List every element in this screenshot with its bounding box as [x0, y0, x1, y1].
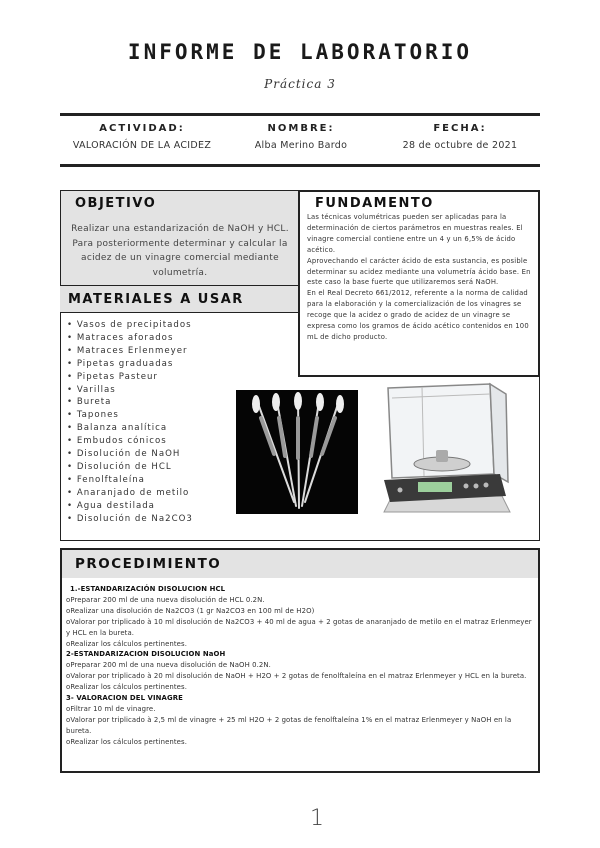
page-subtitle: Práctica 3 [264, 77, 336, 91]
list-item: • Fenolftaleína [67, 474, 193, 487]
list-item: • Agua destilada [67, 500, 193, 513]
step-line: oRealizar los cálculos pertinentes. [66, 683, 188, 692]
list-item: • Anaranjado de metilo [67, 487, 193, 500]
materiales-list [67, 319, 193, 526]
analytical-balance-icon [370, 378, 514, 520]
list-item: • Bureta [67, 396, 193, 409]
page-number: 1 [310, 806, 324, 831]
nombre-label: NOMBRE: [267, 123, 335, 134]
list-item: • Matraces Erlenmeyer [67, 345, 193, 358]
fundamento-box [298, 190, 540, 377]
list-item: • Pipetas Pasteur [67, 371, 193, 384]
step-line: oValorar por triplicado à 20 ml disolución de NaOH + H2O + 2 gotas de fenolftaleína en el matraz Erlenmeyer y HCL en la bureta. [66, 672, 527, 681]
list-item: • Embudos cónicos [67, 435, 193, 448]
fecha-value: 28 de octubre de 2021 [402, 140, 518, 151]
procedimiento-heading: PROCEDIMIENTO [75, 556, 222, 572]
procedimiento-text [66, 584, 536, 748]
step-line: oRealizar una disolución de Na2CO3 (1 gr Na2CO3 en 100 ml de H2O) [66, 606, 315, 615]
list-item: • Disolución de Na2CO3 [67, 513, 193, 526]
fundamento-paragraph-3: En el Real Decreto 661/2012, referente a la norma de calidad para la elaboración y la comercialización de los vinagres se recoge que la acidez o grado de acidez de un vinagre se expresa como los gramos de ácido acético contenidos en 100 mL de dicho producto. [307, 289, 529, 341]
fundamento-paragraph-2: Aprovechando el carácter ácido de esta sustancia, es posible determinar su acidez mediante una volumetría ácido base. En este caso la base fuerte que utilizaremos será NaOH. [307, 256, 531, 287]
objetivo-heading: OBJETIVO [75, 196, 157, 211]
step-line: oRealizar los cálculos pertinentes. [66, 639, 188, 648]
list-item: • Varillas [67, 384, 193, 397]
fundamento-paragraph-1: Las técnicas volumétricas pueden ser aplicadas para la determinación de ciertos parámetros en muestras reales. El vinagre comercial contiene entre un 4 y un 6,5% de ácido acético. [307, 213, 523, 254]
list-item: • Pipetas graduadas [67, 358, 193, 371]
step-line: oValorar por triplicado à 2,5 ml de vinagre + 25 ml H2O + 2 gotas de fenolftaleína 1% en el matraz Erlenmeyer y NaOH en la bureta. [66, 715, 512, 735]
actividad-label: ACTIVIDAD: [99, 123, 185, 134]
list-item: • Vasos de precipitados [67, 319, 193, 332]
list-item: • Balanza analítica [67, 422, 193, 435]
fundamento-text [307, 212, 533, 343]
pipettes-icon [236, 390, 358, 514]
section-title: 2-ESTANDARIZACION DISOLUCION NaOH [66, 650, 226, 659]
list-item: • Disolución de HCL [67, 461, 193, 474]
page-title: INFORME DE LABORATORIO [127, 40, 473, 64]
step-line: oFiltrar 10 ml de vinagre. [66, 704, 156, 713]
section-title: 3- VALORACION DEL VINAGRE [66, 694, 183, 703]
section-title: 1.-ESTANDARIZACIÓN DISOLUCION HCL [70, 585, 226, 593]
fecha-label: FECHA: [433, 123, 487, 134]
objetivo-box [60, 190, 300, 286]
step-line: oValorar por triplicado à 10 ml disolución de Na2CO3 + 40 ml de agua + 2 gotas de anaranjado de metilo en el matraz Erlenmeyer y HCL en la bureta. [66, 617, 532, 637]
actividad-value: VALORACIÓN DE LA ACIDEZ [72, 140, 212, 151]
materiales-heading: MATERIALES A USAR [68, 292, 244, 307]
list-item: • Disolución de NaOH [67, 448, 193, 461]
nombre-value: Alba Merino Bardo [254, 140, 348, 151]
list-item: • Matraces aforados [67, 332, 193, 345]
fundamento-heading: FUNDAMENTO [315, 196, 434, 211]
step-line: oPreparar 200 ml de una nueva disolución de NaOH 0.2N. [66, 661, 271, 670]
step-line: oPreparar 200 ml de una nueva disolución de HCL 0.2N. [66, 595, 265, 604]
step-line: oRealizar los cálculos pertinentes. [66, 737, 188, 746]
objetivo-text: Realizar una estandarización de NaOH y HCL. Para posteriormente determinar y calcular la acidez de un vinagre comercial mediante volumetría. [71, 224, 289, 278]
info-divider [60, 164, 540, 167]
list-item: • Tapones [67, 409, 193, 422]
top-divider [60, 113, 540, 116]
